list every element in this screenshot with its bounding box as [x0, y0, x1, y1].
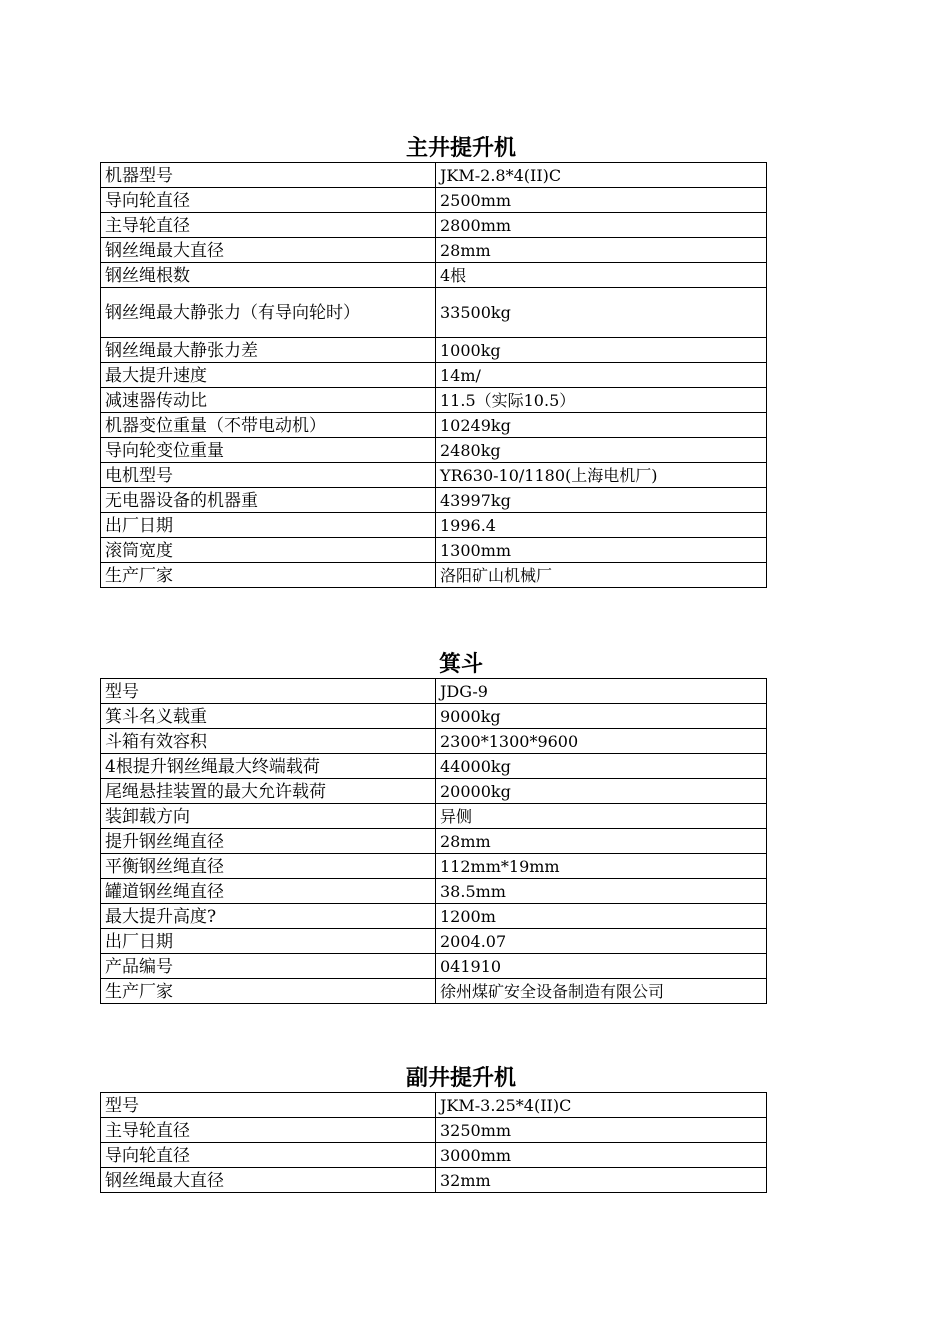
row-label: 装卸载方向 — [101, 804, 436, 829]
row-value: 20000kg — [436, 779, 767, 804]
row-label: 出厂日期 — [101, 513, 436, 538]
table-row — [101, 804, 767, 829]
table-row — [101, 829, 767, 854]
row-value: 1000kg — [436, 338, 767, 363]
row-label: 最大提升速度 — [101, 363, 436, 388]
row-value: 2300*1300*9600 — [436, 729, 767, 754]
row-value: YR630-10/1180(上海电机厂) — [436, 463, 767, 488]
table-row — [101, 538, 767, 563]
row-label: 生产厂家 — [101, 979, 436, 1004]
row-label: 钢丝绳最大直径 — [101, 238, 436, 263]
row-value: 33500kg — [436, 288, 767, 338]
table-row — [101, 754, 767, 779]
table-row — [101, 854, 767, 879]
row-value: 28mm — [436, 238, 767, 263]
table-row — [101, 288, 767, 338]
row-label: 斗箱有效容积 — [101, 729, 436, 754]
table-row — [101, 1093, 767, 1118]
table-row — [101, 1168, 767, 1193]
row-label: 尾绳悬挂装置的最大允许载荷 — [101, 779, 436, 804]
table-row — [101, 188, 767, 213]
row-value: 32mm — [436, 1168, 767, 1193]
row-value: 43997kg — [436, 488, 767, 513]
row-label: 提升钢丝绳直径 — [101, 829, 436, 854]
spec-table — [100, 1092, 767, 1193]
row-value: 9000kg — [436, 704, 767, 729]
table-row — [101, 213, 767, 238]
row-label: 钢丝绳最大直径 — [101, 1168, 436, 1193]
table-row — [101, 1143, 767, 1168]
row-value: 洛阳矿山机械厂 — [436, 563, 767, 588]
row-value: 14m/ — [436, 363, 767, 388]
section-title: 主井提升机 — [405, 136, 516, 161]
table-row — [101, 363, 767, 388]
row-value: 徐州煤矿安全设备制造有限公司 — [436, 979, 767, 1004]
row-value: 112mm*19mm — [436, 854, 767, 879]
row-label: 型号 — [101, 1093, 436, 1118]
row-value: JKM-2.8*4(II)C — [436, 163, 767, 188]
row-label: 导向轮变位重量 — [101, 438, 436, 463]
row-label: 主导轮直径 — [101, 213, 436, 238]
row-label: 最大提升高度? — [101, 904, 436, 929]
row-value: JKM-3.25*4(II)C — [436, 1093, 767, 1118]
row-value: JDG-9 — [436, 679, 767, 704]
row-label: 型号 — [101, 679, 436, 704]
row-label: 导向轮直径 — [101, 1143, 436, 1168]
row-value: 2004.07 — [436, 929, 767, 954]
row-value: 4根 — [436, 263, 767, 288]
table-row — [101, 488, 767, 513]
row-value: 28mm — [436, 829, 767, 854]
row-label: 机器变位重量（不带电动机） — [101, 413, 436, 438]
table-row — [101, 563, 767, 588]
row-value: 44000kg — [436, 754, 767, 779]
table-row — [101, 238, 767, 263]
row-value: 3000mm — [436, 1143, 767, 1168]
row-label: 罐道钢丝绳直径 — [101, 879, 436, 904]
table-row — [101, 463, 767, 488]
table-row — [101, 513, 767, 538]
table-row — [101, 929, 767, 954]
row-label: 产品编号 — [101, 954, 436, 979]
row-label: 无电器设备的机器重 — [101, 488, 436, 513]
row-label: 电机型号 — [101, 463, 436, 488]
row-label: 钢丝绳根数 — [101, 263, 436, 288]
row-value: 041910 — [436, 954, 767, 979]
table-row — [101, 729, 767, 754]
row-label: 箕斗名义载重 — [101, 704, 436, 729]
table-row — [101, 263, 767, 288]
table-row — [101, 879, 767, 904]
table-row — [101, 163, 767, 188]
section-title: 副井提升机 — [405, 1066, 516, 1091]
table-row — [101, 438, 767, 463]
table-row — [101, 679, 767, 704]
table-row — [101, 979, 767, 1004]
row-label: 主导轮直径 — [101, 1118, 436, 1143]
table-row — [101, 954, 767, 979]
row-value: 2800mm — [436, 213, 767, 238]
row-value: 2480kg — [436, 438, 767, 463]
section-auxiliary-hoist — [100, 1066, 762, 1193]
row-value: 异侧 — [436, 804, 767, 829]
row-label: 平衡钢丝绳直径 — [101, 854, 436, 879]
section-main-hoist — [100, 136, 762, 588]
table-row — [101, 388, 767, 413]
row-label: 机器型号 — [101, 163, 436, 188]
row-value: 3250mm — [436, 1118, 767, 1143]
row-label: 生产厂家 — [101, 563, 436, 588]
row-label: 4根提升钢丝绳最大终端载荷 — [101, 754, 436, 779]
row-value: 38.5mm — [436, 879, 767, 904]
row-label: 钢丝绳最大静张力差 — [101, 338, 436, 363]
row-label: 导向轮直径 — [101, 188, 436, 213]
row-value: 1200m — [436, 904, 767, 929]
section-skip — [100, 652, 762, 1004]
row-label: 滚筒宽度 — [101, 538, 436, 563]
spec-table — [100, 162, 767, 588]
table-row — [101, 338, 767, 363]
row-value: 2500mm — [436, 188, 767, 213]
row-value: 1300mm — [436, 538, 767, 563]
row-value: 1996.4 — [436, 513, 767, 538]
table-row — [101, 779, 767, 804]
row-value: 11.5（实际10.5） — [436, 388, 767, 413]
table-row — [101, 904, 767, 929]
row-value: 10249kg — [436, 413, 767, 438]
table-row — [101, 1118, 767, 1143]
row-label: 钢丝绳最大静张力（有导向轮时） — [101, 288, 436, 338]
row-label: 出厂日期 — [101, 929, 436, 954]
spec-table — [100, 678, 767, 1004]
section-title: 箕斗 — [438, 652, 483, 677]
table-row — [101, 413, 767, 438]
table-row — [101, 704, 767, 729]
row-label: 减速器传动比 — [101, 388, 436, 413]
